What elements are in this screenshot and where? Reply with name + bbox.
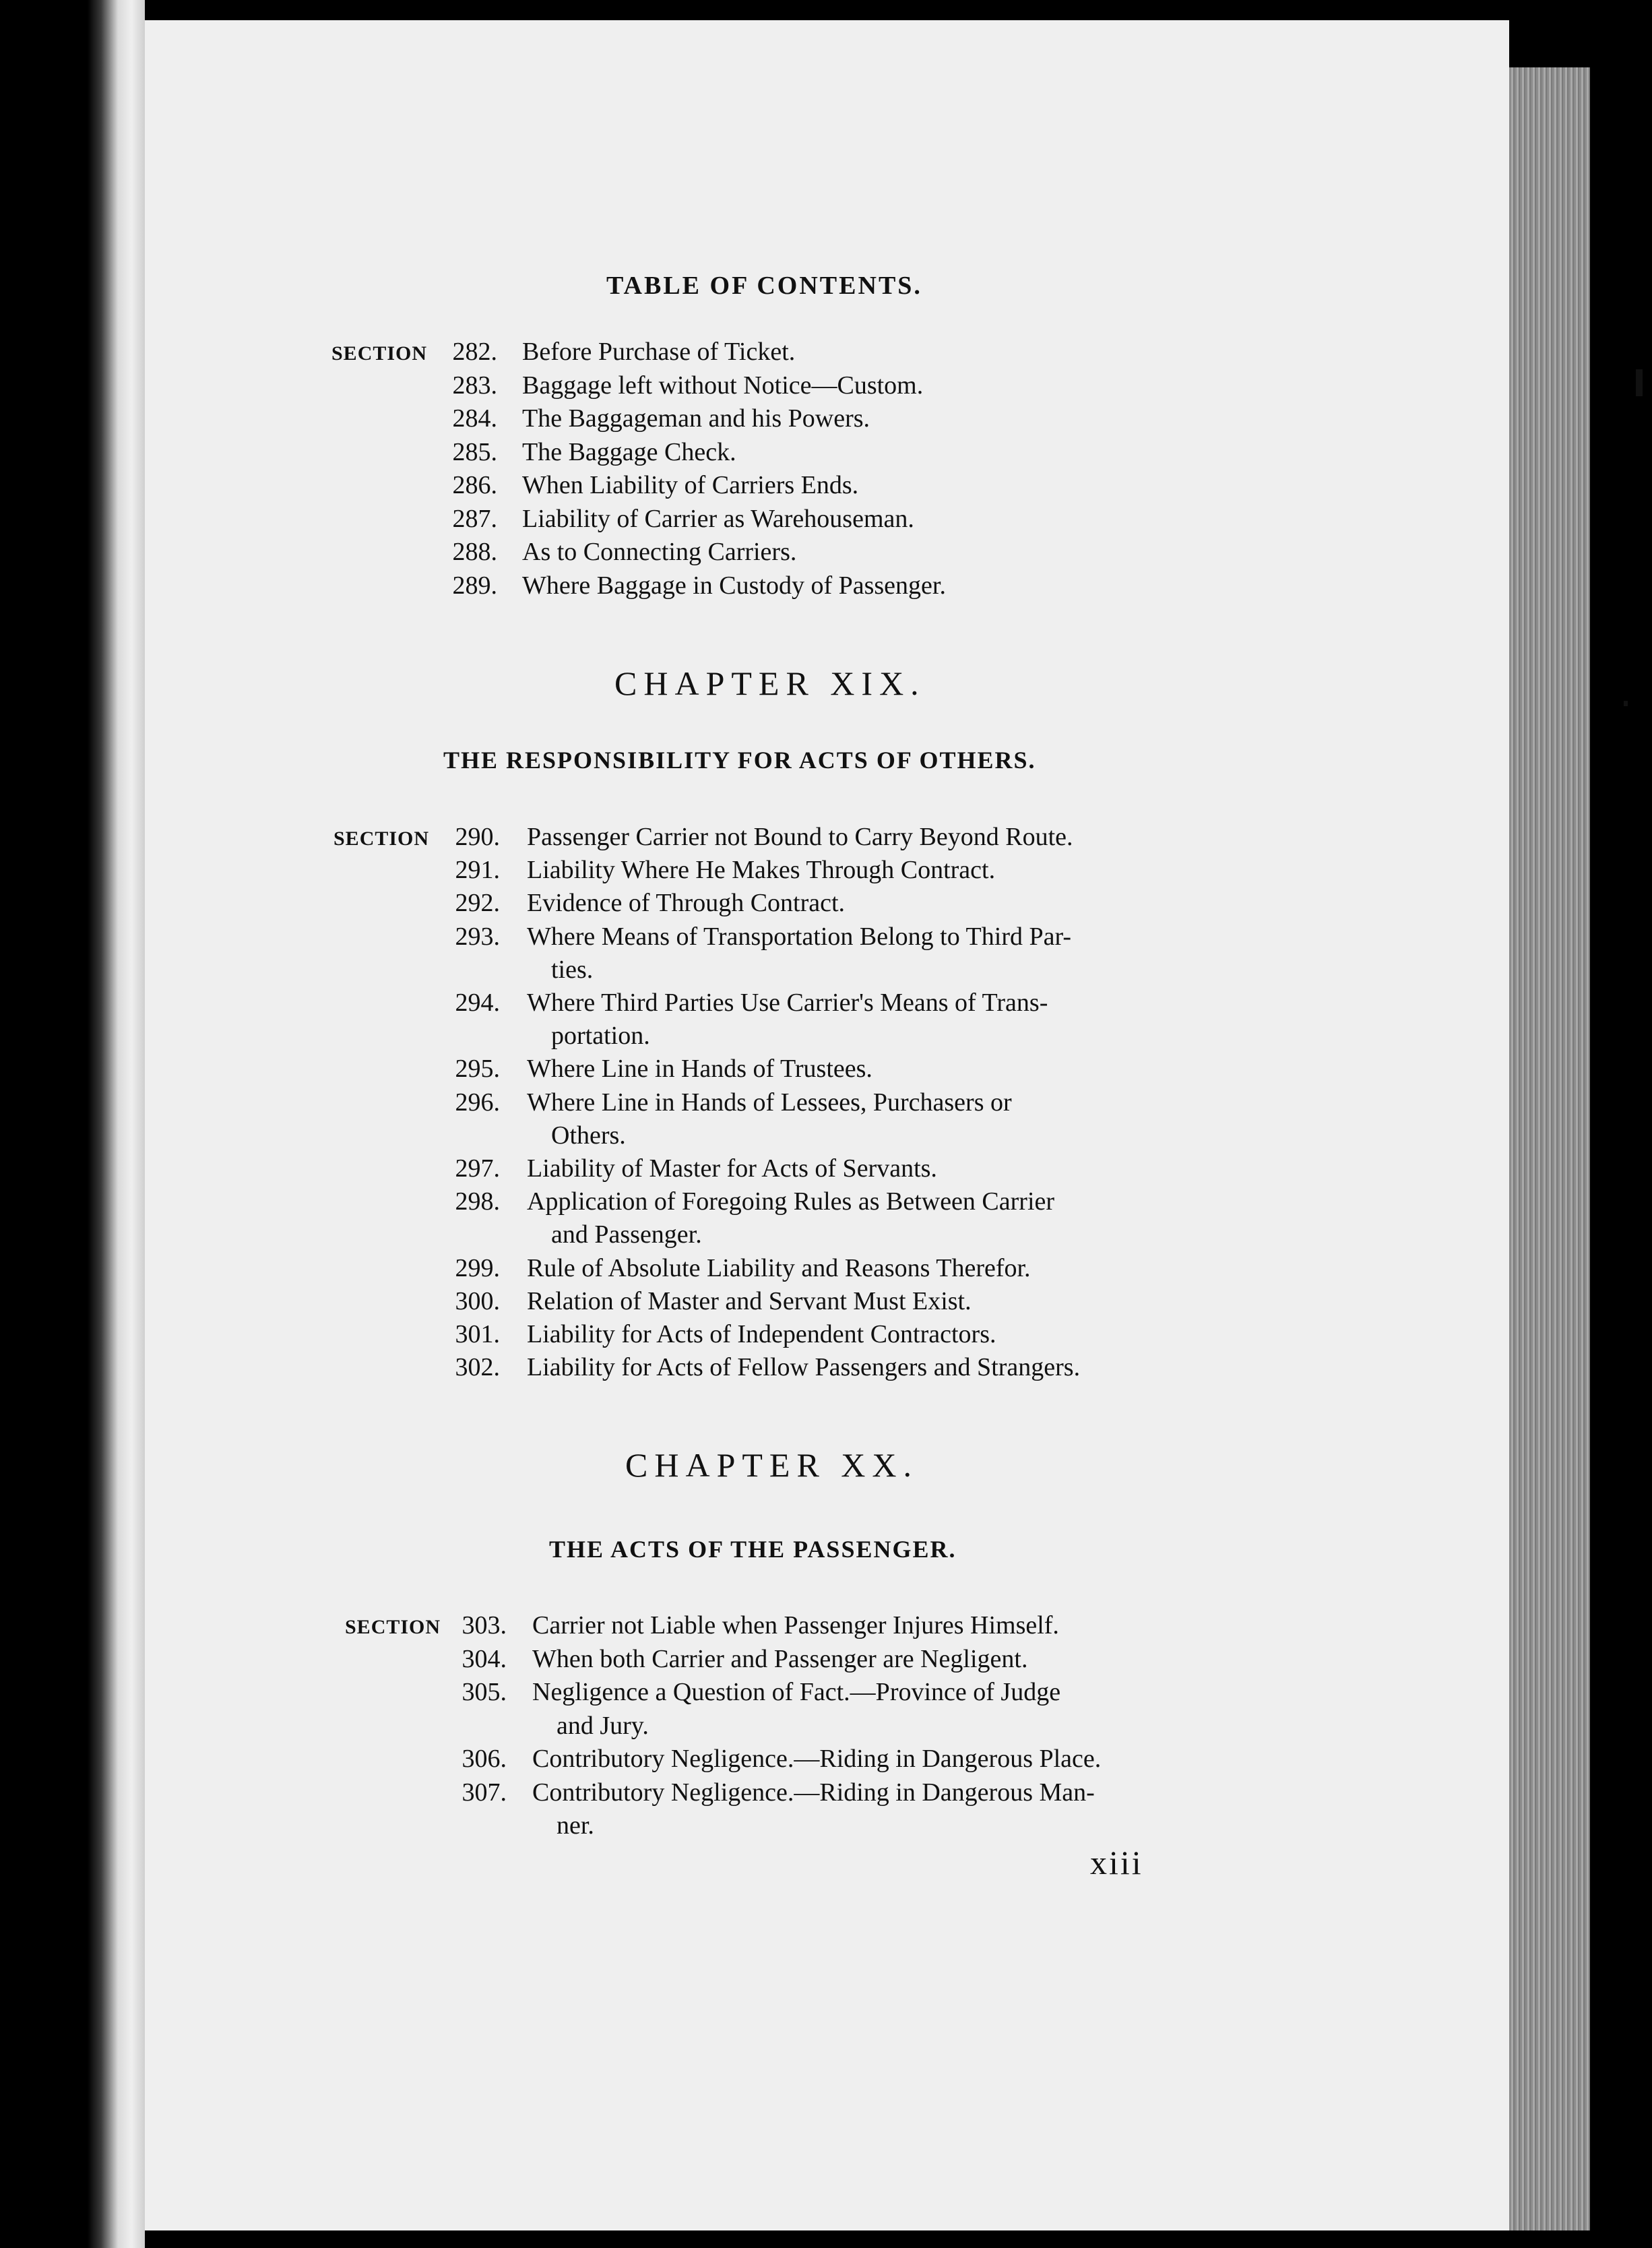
section-number: 302.	[455, 1353, 500, 1382]
section-number: 293.	[455, 922, 500, 951]
section-title: Liability for Acts of Fellow Passengers and Strangers.	[527, 1353, 1081, 1382]
chapter-subtitle: THE ACTS OF THE PASSENGER.	[549, 1536, 957, 1563]
section-number: 285.	[452, 437, 497, 466]
section-number: 286.	[452, 471, 497, 499]
section-number: 301.	[455, 1320, 500, 1348]
section-title: Before Purchase of Ticket.	[522, 338, 796, 366]
section-title-continued: Others.	[551, 1121, 626, 1150]
section-title: When both Carrier and Passenger are Negligent.	[532, 1644, 1028, 1673]
chapter-heading: CHAPTER XX.	[625, 1446, 919, 1484]
section-label: SECTION	[331, 342, 428, 365]
page-fore-edge	[1509, 67, 1590, 2230]
section-title: Liability of Master for Acts of Servants.	[527, 1154, 937, 1183]
section-number: 307.	[462, 1778, 507, 1807]
section-number: 287.	[452, 504, 497, 533]
toc-entry	[331, 337, 796, 367]
section-title: Passenger Carrier not Bound to Carry Beyond Route.	[527, 823, 1073, 851]
section-title-continued: portation.	[551, 1022, 650, 1051]
section-number: 282.	[452, 338, 497, 366]
section-title: Contributory Negligence.—Riding in Dangerous Place.	[532, 1745, 1102, 1773]
section-number: 288.	[452, 538, 497, 566]
section-title: When Liability of Carriers Ends.	[522, 471, 859, 499]
section-number: 284.	[452, 404, 497, 433]
section-title: Liability Where He Makes Through Contract.	[527, 856, 996, 885]
section-title: The Baggage Check.	[522, 437, 736, 466]
running-head: TABLE OF CONTENTS.	[606, 272, 922, 300]
section-number: 292.	[455, 889, 500, 918]
section-title-continued: and Passenger.	[551, 1220, 702, 1249]
section-label: SECTION	[345, 1616, 441, 1638]
section-number: 303.	[462, 1611, 507, 1640]
section-number: 290.	[455, 823, 500, 851]
section-title: Contributory Negligence.—Riding in Dangerous Man-	[532, 1778, 1095, 1807]
section-title-continued: ties.	[551, 955, 594, 984]
section-label: SECTION	[333, 828, 430, 850]
section-title: Where Third Parties Use Carrier's Means of Trans-	[527, 989, 1048, 1017]
section-title: Liability for Acts of Independent Contractors.	[527, 1320, 996, 1348]
section-number: 291.	[455, 856, 500, 885]
section-title: Application of Foregoing Rules as Between Carrier	[527, 1187, 1055, 1216]
section-title: Liability of Carrier as Warehouseman.	[522, 504, 914, 533]
section-title: Evidence of Through Contract.	[527, 889, 846, 918]
section-title-continued: and Jury.	[557, 1711, 649, 1740]
section-title: The Baggageman and his Powers.	[522, 404, 870, 433]
section-title: Where Line in Hands of Lessees, Purchasers or	[527, 1088, 1012, 1117]
section-number: 296.	[455, 1088, 500, 1117]
section-number: 297.	[455, 1154, 500, 1183]
section-title: Rule of Absolute Liability and Reasons Therefor.	[527, 1253, 1031, 1282]
chapter-subtitle: THE RESPONSIBILITY FOR ACTS OF OTHERS.	[443, 747, 1036, 774]
toc-entry	[333, 822, 1073, 852]
section-title: Negligence a Question of Fact.—Province of Judge	[532, 1678, 1061, 1706]
page-number: xiii	[1090, 1844, 1143, 1881]
section-number: 294.	[455, 989, 500, 1017]
section-number: 295.	[455, 1055, 500, 1084]
section-number: 305.	[462, 1678, 507, 1706]
scan-speck	[1636, 369, 1643, 396]
section-number: 299.	[455, 1253, 500, 1282]
section-number: 306.	[462, 1745, 507, 1773]
toc-entry	[345, 1611, 1059, 1640]
section-number: 283.	[452, 371, 497, 400]
left-page-edge	[0, 0, 145, 2248]
scan-border	[1590, 0, 1652, 2248]
section-title: Where Baggage in Custody of Passenger.	[522, 571, 946, 600]
section-title: As to Connecting Carriers.	[522, 538, 797, 566]
section-title: Relation of Master and Servant Must Exist.	[527, 1286, 972, 1315]
section-number: 298.	[455, 1187, 500, 1216]
section-title: Baggage left without Notice—Custom.	[522, 371, 924, 400]
section-title-continued: ner.	[557, 1811, 594, 1840]
scan-speck	[1624, 701, 1628, 706]
section-number: 289.	[452, 571, 497, 600]
section-title: Carrier not Liable when Passenger Injures Himself.	[532, 1611, 1059, 1640]
chapter-heading: CHAPTER XIX.	[614, 664, 926, 702]
section-title: Where Line in Hands of Trustees.	[527, 1055, 872, 1084]
section-number: 304.	[462, 1644, 507, 1673]
section-title: Where Means of Transportation Belong to Third Par-	[527, 922, 1072, 951]
section-number: 300.	[455, 1286, 500, 1315]
